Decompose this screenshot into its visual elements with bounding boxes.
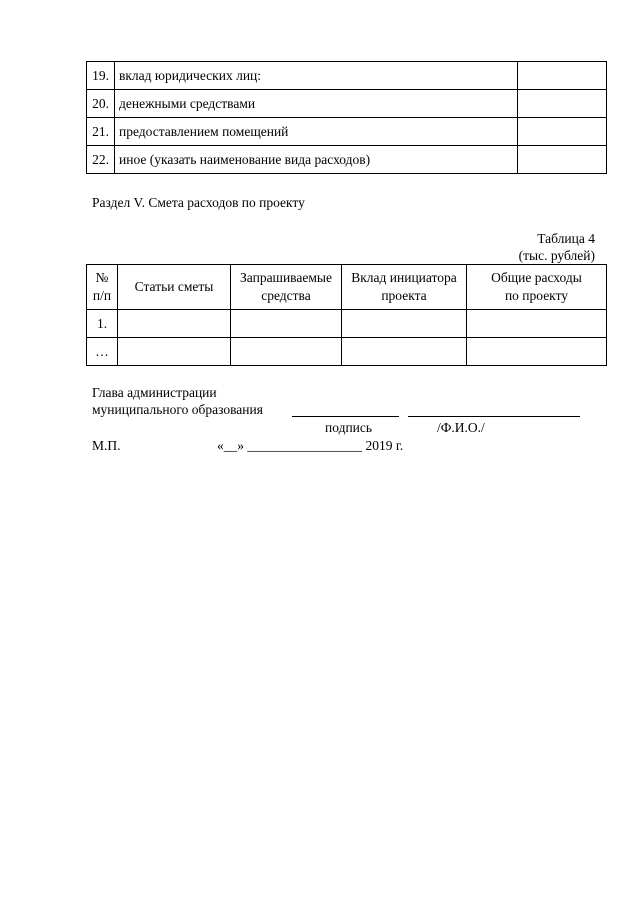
row-number: 21. (87, 118, 115, 146)
cell (118, 338, 231, 366)
row-text: иное (указать наименование вида расходов) (115, 146, 518, 174)
table-row (87, 338, 607, 366)
signature-line (292, 416, 399, 417)
table-row (87, 90, 607, 118)
row-number: 22. (87, 146, 115, 174)
row-number: 20. (87, 90, 115, 118)
header-requested (231, 265, 342, 310)
row-text: вклад юридических лиц: (115, 62, 518, 90)
signatory-title-line2: муниципального образования (92, 402, 263, 417)
table-header-row (87, 265, 607, 310)
header-initiator (342, 265, 467, 310)
header-number (87, 265, 118, 310)
row-value-cell (518, 146, 607, 174)
row-number: … (87, 338, 118, 366)
cell (231, 310, 342, 338)
header-requested-line2: средства (261, 288, 311, 303)
header-total (467, 265, 607, 310)
fio-label: /Ф.И.О./ (437, 420, 485, 435)
row-value-cell (518, 90, 607, 118)
cell (118, 310, 231, 338)
header-items: Статьи сметы (118, 265, 231, 310)
row-text: денежными средствами (115, 90, 518, 118)
header-initiator-line2: проекта (381, 288, 427, 303)
top-table (86, 61, 607, 174)
header-number-line2: п/п (92, 288, 112, 303)
row-text: предоставлением помещений (115, 118, 518, 146)
cell (342, 310, 467, 338)
stamp-label: М.П. (92, 438, 121, 453)
cell (342, 338, 467, 366)
signatory-title-line1: Глава администрации (92, 385, 217, 400)
header-total-line2: по проекту (504, 288, 569, 303)
table-row (87, 146, 607, 174)
fio-line (408, 416, 580, 417)
header-number-line1: № (95, 270, 109, 285)
row-number: 1. (87, 310, 118, 338)
table-row (87, 310, 607, 338)
date-field: «__» _________________ 2019 г. (217, 438, 404, 453)
cell (231, 338, 342, 366)
table-units: (тыс. рублей) (518, 248, 595, 263)
cell (467, 338, 607, 366)
header-initiator-line1: Вклад инициатора (351, 270, 457, 285)
section-title: Раздел V. Смета расходов по проекту (92, 195, 305, 210)
header-total-line1: Общие расходы (491, 270, 582, 285)
row-number: 19. (87, 62, 115, 90)
row-value-cell (518, 118, 607, 146)
table-number: Таблица 4 (537, 231, 595, 246)
row-value-cell (518, 62, 607, 90)
cell (467, 310, 607, 338)
table-row (87, 118, 607, 146)
estimate-table (86, 264, 607, 366)
header-requested-line1: Запрашиваемые (240, 270, 332, 285)
signature-label: подпись (325, 420, 373, 435)
table-row (87, 62, 607, 90)
table-caption (519, 230, 595, 264)
